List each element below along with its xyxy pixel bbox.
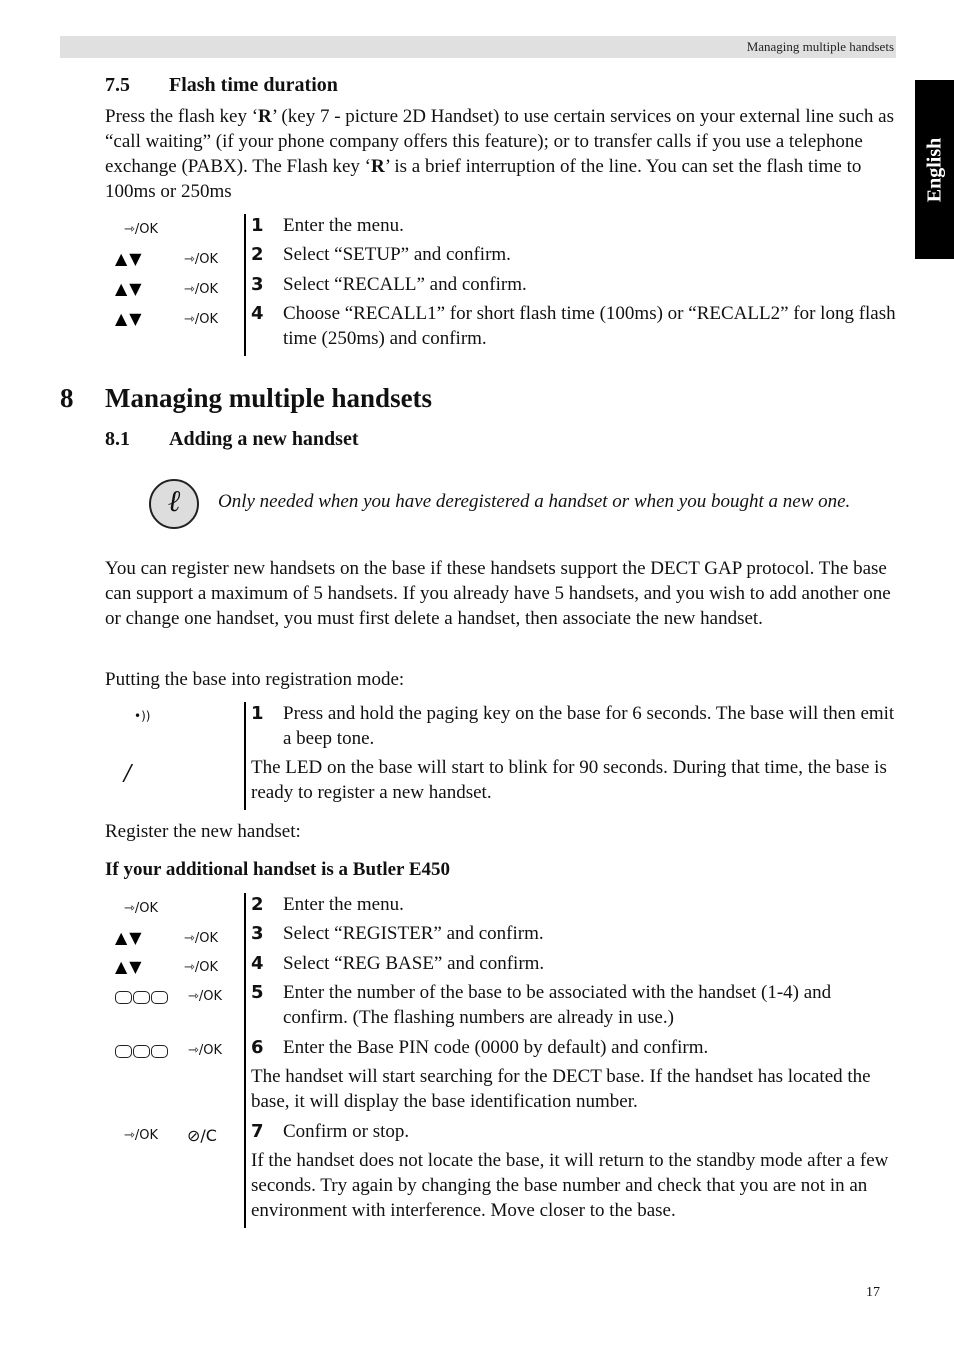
steps-divider (244, 893, 246, 1228)
running-header-title: Managing multiple handsets (746, 39, 894, 54)
step: 1 Press and hold the paging key on the base for 6 seconds. The base will then emit a beep tone. (251, 703, 895, 749)
registration-mode-intro: Putting the base into registration mode: (105, 669, 405, 690)
section-7-5-paragraph (105, 104, 897, 204)
cancel-key-icon: ⊘/C (187, 1126, 217, 1145)
ok-key-icon: ⇾/OK (184, 931, 219, 946)
flash-key-r: R (370, 156, 385, 177)
page-number: 17 (866, 1285, 880, 1300)
ok-key-icon: ⇾/OK (124, 222, 159, 237)
nav-arrows-icon: ▲▼ (115, 957, 144, 976)
note-text: Only needed when you have deregistered a handset or when you bought a new one. (218, 491, 851, 512)
step-note: The handset will start searching for the DECT base. If the handset has located the base, it will display the base identification number. (251, 1066, 871, 1112)
step-note: The LED on the base will start to blink for 90 seconds. During that time, the base is ready to register a new handset. (251, 757, 887, 803)
steps-divider (244, 214, 246, 356)
ok-key-icon: ⇾/OK (184, 252, 219, 267)
step: 2 Enter the menu. (251, 894, 404, 915)
nav-arrows-icon: ▲▼ (115, 928, 144, 947)
led-icon: ∕ (124, 761, 132, 786)
ok-key-icon: ⇾/OK (188, 989, 223, 1004)
ok-key-icon: ⇾/OK (188, 1043, 223, 1058)
step: 4 Select “REG BASE” and confirm. (251, 953, 545, 974)
nav-arrows-icon: ▲▼ (115, 279, 144, 298)
step: 3 Select “REGISTER” and confirm. (251, 923, 544, 944)
steps-divider (244, 702, 246, 810)
section-8-1-title: Adding a new handset (169, 428, 359, 450)
nav-arrows-icon: ▲▼ (115, 309, 144, 328)
section-7-5-title: Flash time duration (169, 74, 338, 96)
step: 2 Select “SETUP” and confirm. (251, 244, 511, 265)
chapter-8-number: 8 (60, 383, 74, 413)
number-keys-icon (115, 991, 168, 1004)
chapter-8-title: Managing multiple handsets (105, 383, 433, 413)
butler-subheading: If your additional handset is a Butler E450 (105, 859, 451, 880)
step: 5 Enter the number of the base to be associated with the handset (1-4) and confirm. (The flashing numbers are already in use.) (251, 982, 832, 1028)
ok-key-icon: ⇾/OK (124, 1128, 159, 1143)
step: 1 Enter the menu. (251, 215, 404, 236)
para-part: ’ is a brief interruption of the line. You can set the flash time to 100ms or 250ms (105, 156, 862, 202)
note-icon: ℓ (149, 479, 199, 529)
running-header (60, 36, 896, 58)
section-8-1-paragraph: You can register new handsets on the base if these handsets support the DECT GAP protocol. The base can support a maximum of 5 handsets. If you already have 5 handsets, and you wish to add another one or change one handset, you must first delete a handset, then associate the new handset. (105, 558, 891, 629)
paging-icon: •)) (134, 709, 151, 723)
section-7-5-number: 7.5 (105, 74, 130, 96)
step: 7 Confirm or stop. (251, 1121, 410, 1142)
ok-key-icon: ⇾/OK (184, 960, 219, 975)
step: 6 Enter the Base PIN code (0000 by default) and confirm. (251, 1037, 709, 1058)
para-part: Press the flash key ‘ (105, 106, 259, 127)
number-keys-icon (115, 1045, 168, 1058)
ok-key-icon: ⇾/OK (184, 312, 219, 327)
step-note: If the handset does not locate the base, it will return to the standby mode after a few seconds. Try again by changing the base number and check that you are not in an environment with interference. Move closer to the base. (251, 1150, 889, 1221)
flash-key-r: R (258, 106, 272, 127)
ok-key-icon: ⇾/OK (124, 901, 159, 916)
language-tab (915, 80, 954, 259)
ok-key-icon: ⇾/OK (184, 282, 219, 297)
step: 3 Select “RECALL” and confirm. (251, 274, 527, 295)
nav-arrows-icon: ▲▼ (115, 249, 144, 268)
language-tab-label: English (923, 137, 945, 202)
para-part: ’ (key 7 - picture 2D Handset) to use certain services on your external line such as “call waiting” (if your phone company offers this feature); or to transfer calls if you use a telephone exchange (PABX). The Flash key ‘ (105, 106, 894, 177)
step: 4 Choose “RECALL1” for short flash time (100ms) or “RECALL2” for long flash time (250ms) and confirm. (251, 303, 896, 349)
register-handset-intro: Register the new handset: (105, 821, 301, 842)
section-8-1-number: 8.1 (105, 428, 130, 450)
